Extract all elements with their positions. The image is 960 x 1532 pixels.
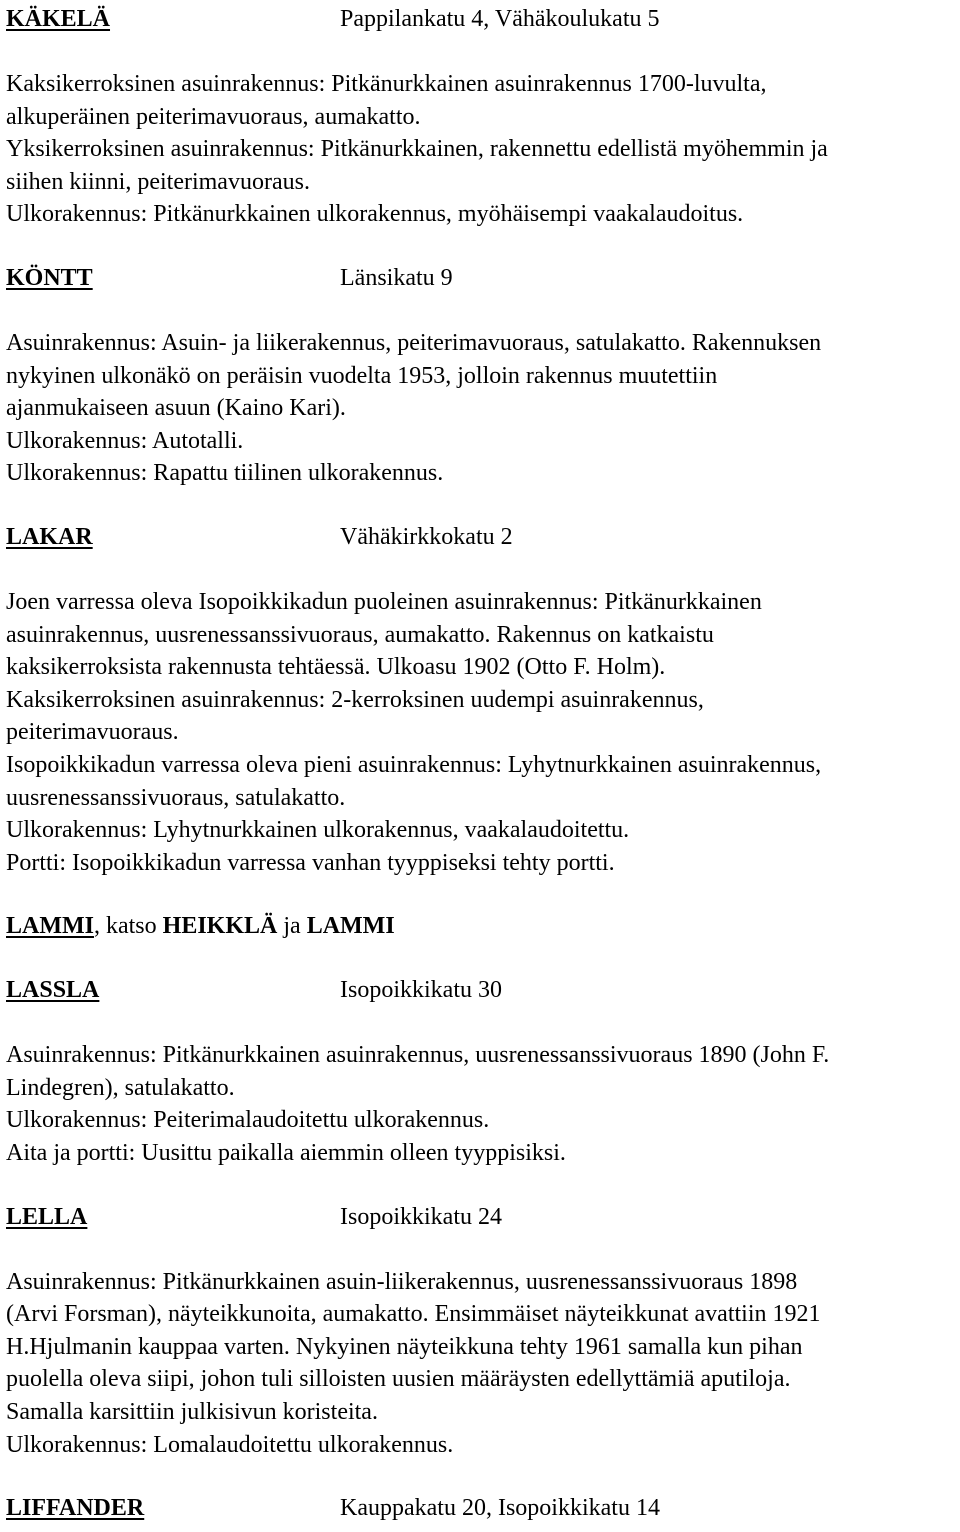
- text-line: siihen kiinni, peiterimavuoraus.: [6, 168, 310, 195]
- entry-description: [6, 327, 956, 490]
- entry-description: [6, 1039, 956, 1169]
- entry-address: Pappilankatu 4, Vähäkoulukatu 5: [340, 6, 660, 32]
- text-line: Asuinrakennus: Pitkänurkkainen asuin-liikerakennus, uusrenessanssivuoraus 1898: [6, 1268, 798, 1295]
- text-line: Joen varressa oleva Isopoikkikadun puoleinen asuinrakennus: Pitkänurkkainen: [6, 588, 762, 615]
- text-line: ajanmukaiseen asuun (Kaino Kari).: [6, 395, 346, 422]
- entry-name: LAKAR: [6, 523, 93, 550]
- text-line: Samalla karsittiin julkisivun koristeita.: [6, 1399, 378, 1426]
- entry-kakela: [6, 3, 956, 231]
- text-line: (Arvi Forsman), näyteikkunoita, aumakatto. Ensimmäiset näyteikkunat avattiin 1921: [6, 1301, 821, 1328]
- entry-description: [6, 68, 956, 231]
- entry-lella: [6, 1201, 956, 1462]
- entry-heading: [6, 1201, 956, 1234]
- entry-heading: [6, 974, 956, 1007]
- cross-reference-lammi: [6, 910, 956, 943]
- text-line: kaksikerroksista rakennusta tehtäessä. Ulkoasu 1902 (Otto F. Holm).: [6, 654, 666, 681]
- entry-address: Isopoikkikatu 24: [340, 1203, 502, 1230]
- entry-description: [6, 586, 956, 879]
- text-line: Kaksikerroksinen asuinrakennus: Pitkänurkkainen asuinrakennus 1700-luvulta,: [6, 71, 767, 97]
- text-line: Ulkorakennus: Autotalli.: [6, 427, 244, 454]
- text-line: Lindegren), satulakatto.: [6, 1074, 235, 1101]
- text-line: H.Hjulmanin kauppaa varten. Nykyinen näyteikkuna tehty 1961 samalla kun pihan: [6, 1333, 803, 1360]
- entry-lassla: [6, 974, 956, 1169]
- entry-heading: [6, 262, 956, 295]
- text-line: peiterimavuoraus.: [6, 719, 179, 746]
- text-line: Aita ja portti: Uusittu paikalla aiemmin olleen tyyppisiksi.: [6, 1140, 566, 1167]
- cross-reference-target: LAMMI: [306, 913, 395, 940]
- entry-address: Kauppakatu 20, Isopoikkikatu 14: [340, 1495, 660, 1522]
- entry-heading: [6, 521, 956, 554]
- entry-name: KÖNTT: [6, 264, 93, 291]
- entry-name: KÄKELÄ: [6, 6, 111, 32]
- text-line: alkuperäinen peiterimavuoraus, aumakatto.: [6, 103, 421, 130]
- text-line: Ulkorakennus: Lyhytnurkkainen ulkorakennus, vaakalaudoitettu.: [6, 817, 630, 844]
- text-line: Asuinrakennus: Pitkänurkkainen asuinrakennus, uusrenessanssivuoraus 1890 (John F.: [6, 1042, 830, 1069]
- text-line: uusrenessanssivuoraus, satulakatto.: [6, 784, 346, 811]
- text-line: Ulkorakennus: Pitkänurkkainen ulkorakennus, myöhäisempi vaakalaudoitus.: [6, 201, 744, 228]
- entry-name: LASSLA: [6, 977, 100, 1004]
- cross-reference-text: ja: [277, 913, 307, 940]
- text-line: Portti: Isopoikkikadun varressa vanhan tyyppiseksi tehty portti.: [6, 849, 615, 876]
- entry-heading: [6, 1492, 956, 1525]
- text-line: Yksikerroksinen asuinrakennus: Pitkänurkkainen, rakennettu edellistä myöhemmin ja: [6, 136, 828, 163]
- entry-kontt: [6, 262, 956, 490]
- entry-name: LELLA: [6, 1203, 88, 1230]
- text-line: Ulkorakennus: Peiterimalaudoitettu ulkorakennus.: [6, 1107, 490, 1134]
- entry-name: LAMMI: [6, 913, 94, 940]
- text-line: puolella oleva siipi, johon tuli silloisten uusien määräysten edellyttämiä aputiloja.: [6, 1366, 791, 1393]
- text-line: Isopoikkikadun varressa oleva pieni asuinrakennus: Lyhytnurkkainen asuinrakennus,: [6, 751, 822, 778]
- text-line: Asuinrakennus: Asuin- ja liikerakennus, peiterimavuoraus, satulakatto. Rakennuksen: [6, 329, 822, 356]
- entry-lakar: [6, 521, 956, 879]
- entry-address: Länsikatu 9: [340, 264, 453, 291]
- cross-reference-text: , katso: [93, 913, 163, 940]
- entry-description: [6, 1266, 956, 1462]
- entry-address: Vähäkirkkokatu 2: [340, 523, 513, 550]
- document-page: [6, 3, 956, 1525]
- text-line: Ulkorakennus: Lomalaudoitettu ulkorakennus.: [6, 1431, 454, 1458]
- text-line: asuinrakennus, uusrenessanssivuoraus, aumakatto. Rakennus on katkaistu: [6, 621, 714, 648]
- text-line: Ulkorakennus: Rapattu tiilinen ulkorakennus.: [6, 460, 444, 487]
- entry-name: LIFFANDER: [6, 1495, 145, 1522]
- entry-liffander: [6, 1492, 956, 1525]
- text-line: Kaksikerroksinen asuinrakennus: 2-kerroksinen uudempi asuinrakennus,: [6, 686, 704, 713]
- text-line: nykyinen ulkonäkö on peräisin vuodelta 1953, jolloin rakennus muutettiin: [6, 362, 718, 389]
- entry-heading: [6, 3, 956, 36]
- cross-reference-target: HEIKKLÄ: [162, 913, 278, 940]
- entry-address: Isopoikkikatu 30: [340, 977, 502, 1004]
